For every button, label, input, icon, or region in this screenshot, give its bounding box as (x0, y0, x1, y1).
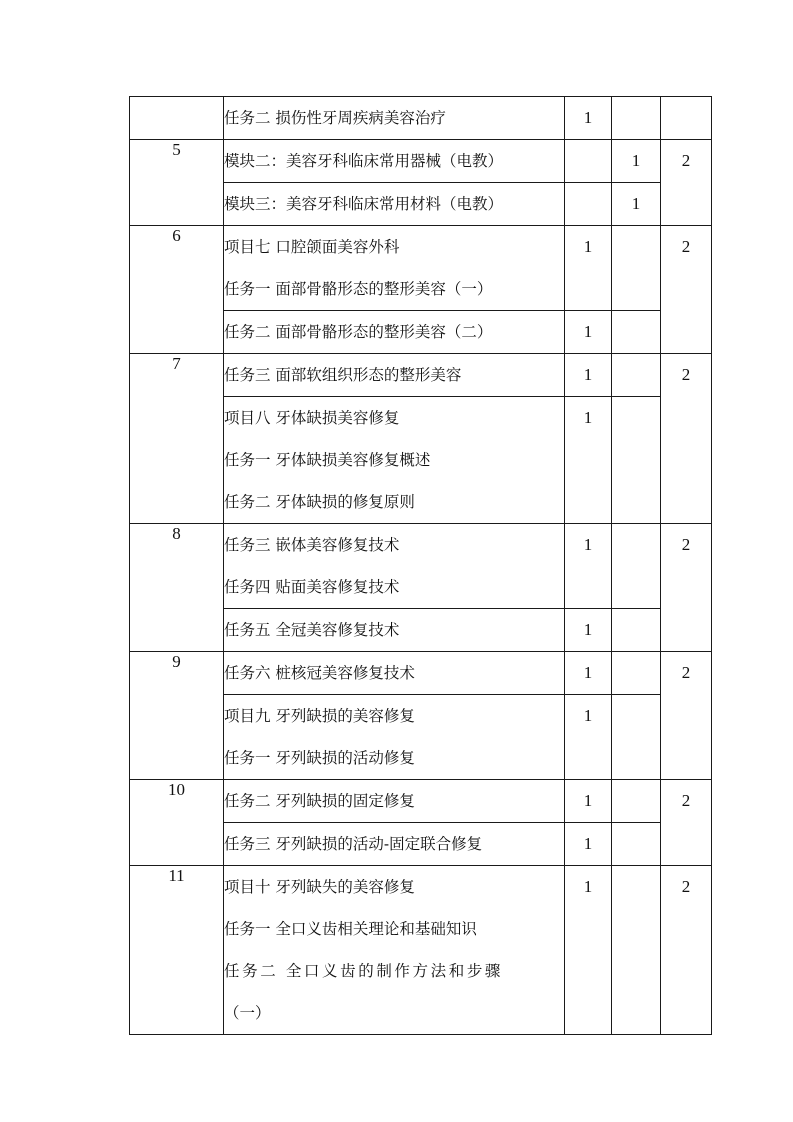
hours-col-2-cell (612, 823, 661, 866)
content-line: 任务一 面部骨骼形态的整形美容（一） (224, 280, 493, 298)
content-line: 任务三 嵌体美容修复技术 (224, 536, 400, 554)
content-cell (224, 780, 565, 823)
content-line: 项目九 牙列缺损的美容修复 (224, 707, 415, 725)
content-cell (224, 140, 565, 183)
table-row (130, 524, 712, 609)
hours-col-1-cell: 1 (565, 97, 612, 140)
week-cell (130, 97, 224, 140)
content-cell (224, 823, 565, 866)
content-line: 任务二 牙列缺损的固定修复 (224, 792, 415, 810)
hours-col-1-cell (565, 140, 612, 183)
week-cell: 10 (130, 780, 224, 866)
hours-col-1-cell: 1 (565, 695, 612, 780)
hours-col-2-cell (612, 609, 661, 652)
hours-col-2-cell: 1 (612, 140, 661, 183)
week-cell: 9 (130, 652, 224, 780)
hours-col-3-cell: 2 (661, 780, 712, 866)
hours-col-3-cell: 2 (661, 652, 712, 780)
content-cell (224, 397, 565, 524)
table-row (130, 652, 712, 695)
content-cell (224, 183, 565, 226)
hours-col-1-cell: 1 (565, 823, 612, 866)
content-cell (224, 695, 565, 780)
table-row (130, 97, 712, 140)
content-line: 任务四 贴面美容修复技术 (224, 578, 400, 596)
week-cell: 11 (130, 866, 224, 1035)
hours-col-1-cell: 1 (565, 524, 612, 609)
table-row (130, 866, 712, 1035)
content-cell (224, 97, 565, 140)
course-schedule-table (129, 96, 712, 1035)
hours-col-3-cell (661, 97, 712, 140)
hours-col-1-cell: 1 (565, 397, 612, 524)
hours-col-2-cell (612, 780, 661, 823)
content-line: 任务六 桩核冠美容修复技术 (224, 664, 415, 682)
hours-col-2-cell (612, 652, 661, 695)
content-line: 任务二 全口义齿的制作方法和步骤 (224, 962, 504, 980)
content-cell (224, 311, 565, 354)
content-line: 任务五 全冠美容修复技术 (224, 621, 400, 639)
hours-col-2-cell (612, 226, 661, 311)
content-cell (224, 866, 565, 1035)
content-line: 项目十 牙列缺失的美容修复 (224, 878, 415, 896)
content-cell (224, 609, 565, 652)
hours-col-3-cell: 2 (661, 524, 712, 652)
hours-col-2-cell (612, 311, 661, 354)
hours-col-2-cell: 1 (612, 183, 661, 226)
hours-col-1-cell: 1 (565, 780, 612, 823)
hours-col-2-cell (612, 524, 661, 609)
hours-col-1-cell (565, 183, 612, 226)
content-cell (224, 226, 565, 311)
hours-col-3-cell: 2 (661, 226, 712, 354)
content-line: 任务三 面部软组织形态的整形美容 (224, 366, 462, 384)
content-line: （一） (224, 1004, 271, 1022)
hours-col-1-cell: 1 (565, 652, 612, 695)
hours-col-3-cell: 2 (661, 866, 712, 1035)
hours-col-1-cell: 1 (565, 311, 612, 354)
hours-col-2-cell (612, 97, 661, 140)
content-line: 模块二：美容牙科临床常用器械（电教） (224, 152, 504, 170)
hours-col-3-cell: 2 (661, 140, 712, 226)
week-cell: 8 (130, 524, 224, 652)
week-cell: 7 (130, 354, 224, 524)
hours-col-1-cell: 1 (565, 609, 612, 652)
content-line: 任务三 牙列缺损的活动-固定联合修复 (224, 835, 483, 853)
content-line: 任务二 面部骨骼形态的整形美容（二） (224, 323, 493, 341)
content-line: 任务一 牙列缺损的活动修复 (224, 749, 415, 767)
table-row (130, 354, 712, 397)
hours-col-2-cell (612, 354, 661, 397)
content-line: 任务二 损伤性牙周疾病美容治疗 (224, 109, 446, 127)
week-cell: 5 (130, 140, 224, 226)
table-row (130, 226, 712, 311)
content-cell (224, 652, 565, 695)
content-line: 任务一 牙体缺损美容修复概述 (224, 451, 431, 469)
content-cell (224, 524, 565, 609)
hours-col-2-cell (612, 866, 661, 1035)
hours-col-2-cell (612, 397, 661, 524)
content-line: 任务一 全口义齿相关理论和基础知识 (224, 920, 477, 938)
content-line: 模块三：美容牙科临床常用材料（电教） (224, 195, 504, 213)
table-row (130, 780, 712, 823)
content-line: 项目八 牙体缺损美容修复 (224, 409, 400, 427)
hours-col-1-cell: 1 (565, 866, 612, 1035)
content-line: 项目七 口腔颌面美容外科 (224, 238, 400, 256)
hours-col-1-cell: 1 (565, 354, 612, 397)
hours-col-1-cell: 1 (565, 226, 612, 311)
week-cell: 6 (130, 226, 224, 354)
hours-col-3-cell: 2 (661, 354, 712, 524)
hours-col-2-cell (612, 695, 661, 780)
content-cell (224, 354, 565, 397)
content-line: 任务二 牙体缺损的修复原则 (224, 493, 415, 511)
table-row (130, 140, 712, 183)
